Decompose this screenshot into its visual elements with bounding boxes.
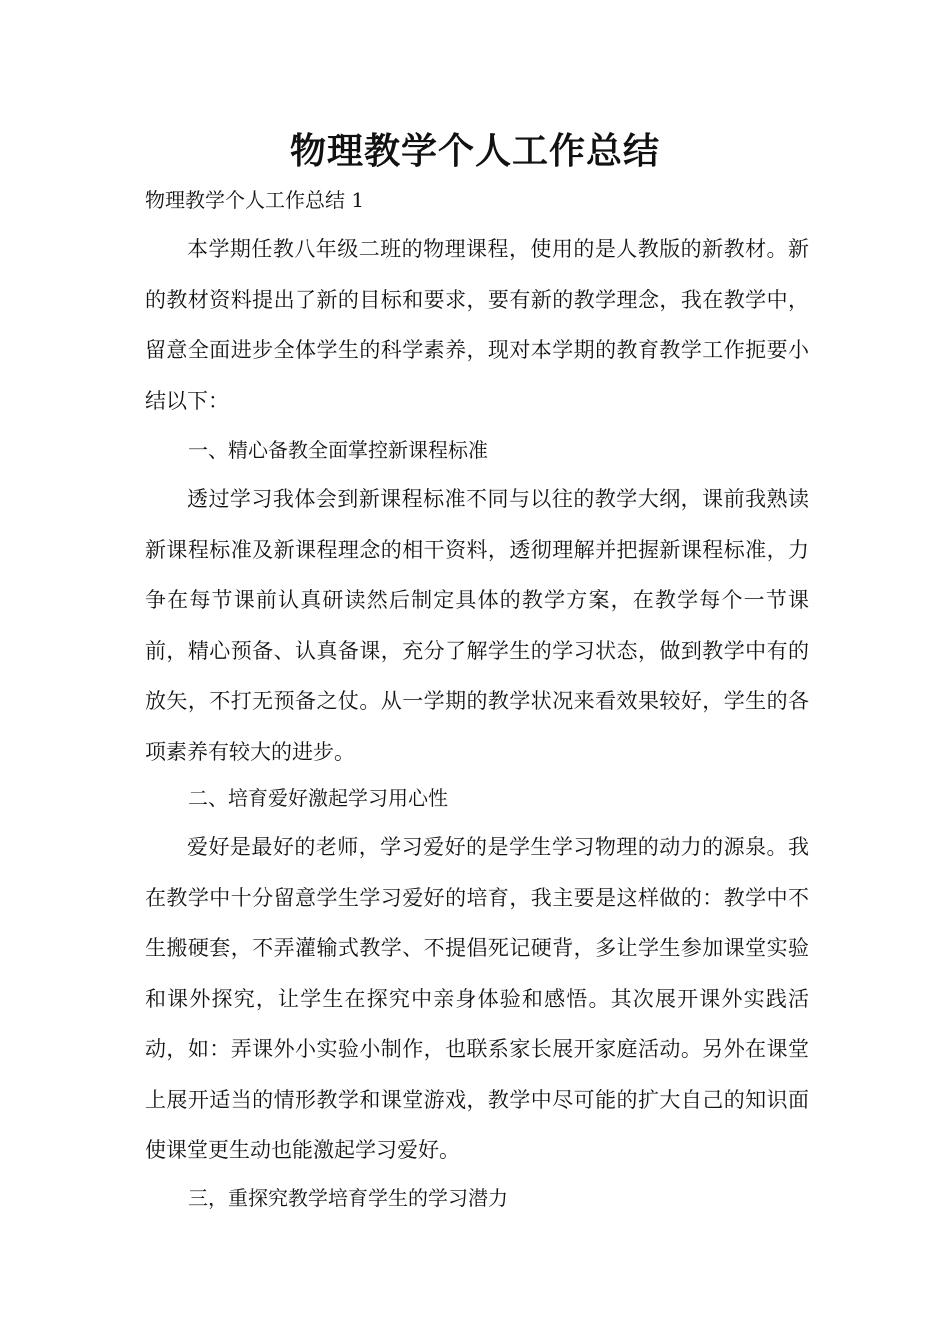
paragraph-section-1: 透过学习我体会到新课程标准不同与以往的教学大纲，课前我熟读新课程标准及新课程理念的相干资料，透彻理解并把握新课程标准，力争在每节课前认真研读然后制定具体的教学方案，在教学每个一节课前，精心预备、认真备课，充分了解学生的学习状态，做到教学中有的放矢，不打无预备之仗。从一学期的教学状况来看效果较好，学生的各项素养有较大的进步。 xyxy=(145,487,809,764)
section-heading-2: 二、培育爱好激起学习用心性 xyxy=(188,786,448,810)
document-subtitle: 物理教学个人工作总结 1 xyxy=(145,188,365,212)
section-heading-3: 三，重探究教学培育学生的学习潜力 xyxy=(188,1186,508,1210)
paragraph-section-2: 爱好是最好的老师，学习爱好的是学生学习物理的动力的源泉。我在教学中十分留意学生学习爱好的培育，我主要是这样做的：教学中不生搬硬套，不弄灌输式教学、不提倡死记硬背，多让学生参加课堂实验和课外探究，让学生在探究中亲身体验和感悟。其次展开课外实践活动，如：弄课外小实验小制作，也联系家长展开家庭活动。另外在课堂上展开适当的情形教学和课堂游戏，教学中尽可能的扩大自己的知识面使课堂更生动也能激起学习爱好。 xyxy=(145,835,809,1162)
document-title: 物理教学个人工作总结 xyxy=(289,131,660,172)
section-heading-1: 一、精心备教全面掌控新课程标准 xyxy=(188,438,488,462)
paragraph-intro: 本学期任教八年级二班的物理课程，使用的是人教版的新教材。新的教材资料提出了新的目标和要求，要有新的教学理念，我在教学中，留意全面进步全体学生的科学素养，现对本学期的教育教学工作扼要小结以下： xyxy=(145,237,809,413)
